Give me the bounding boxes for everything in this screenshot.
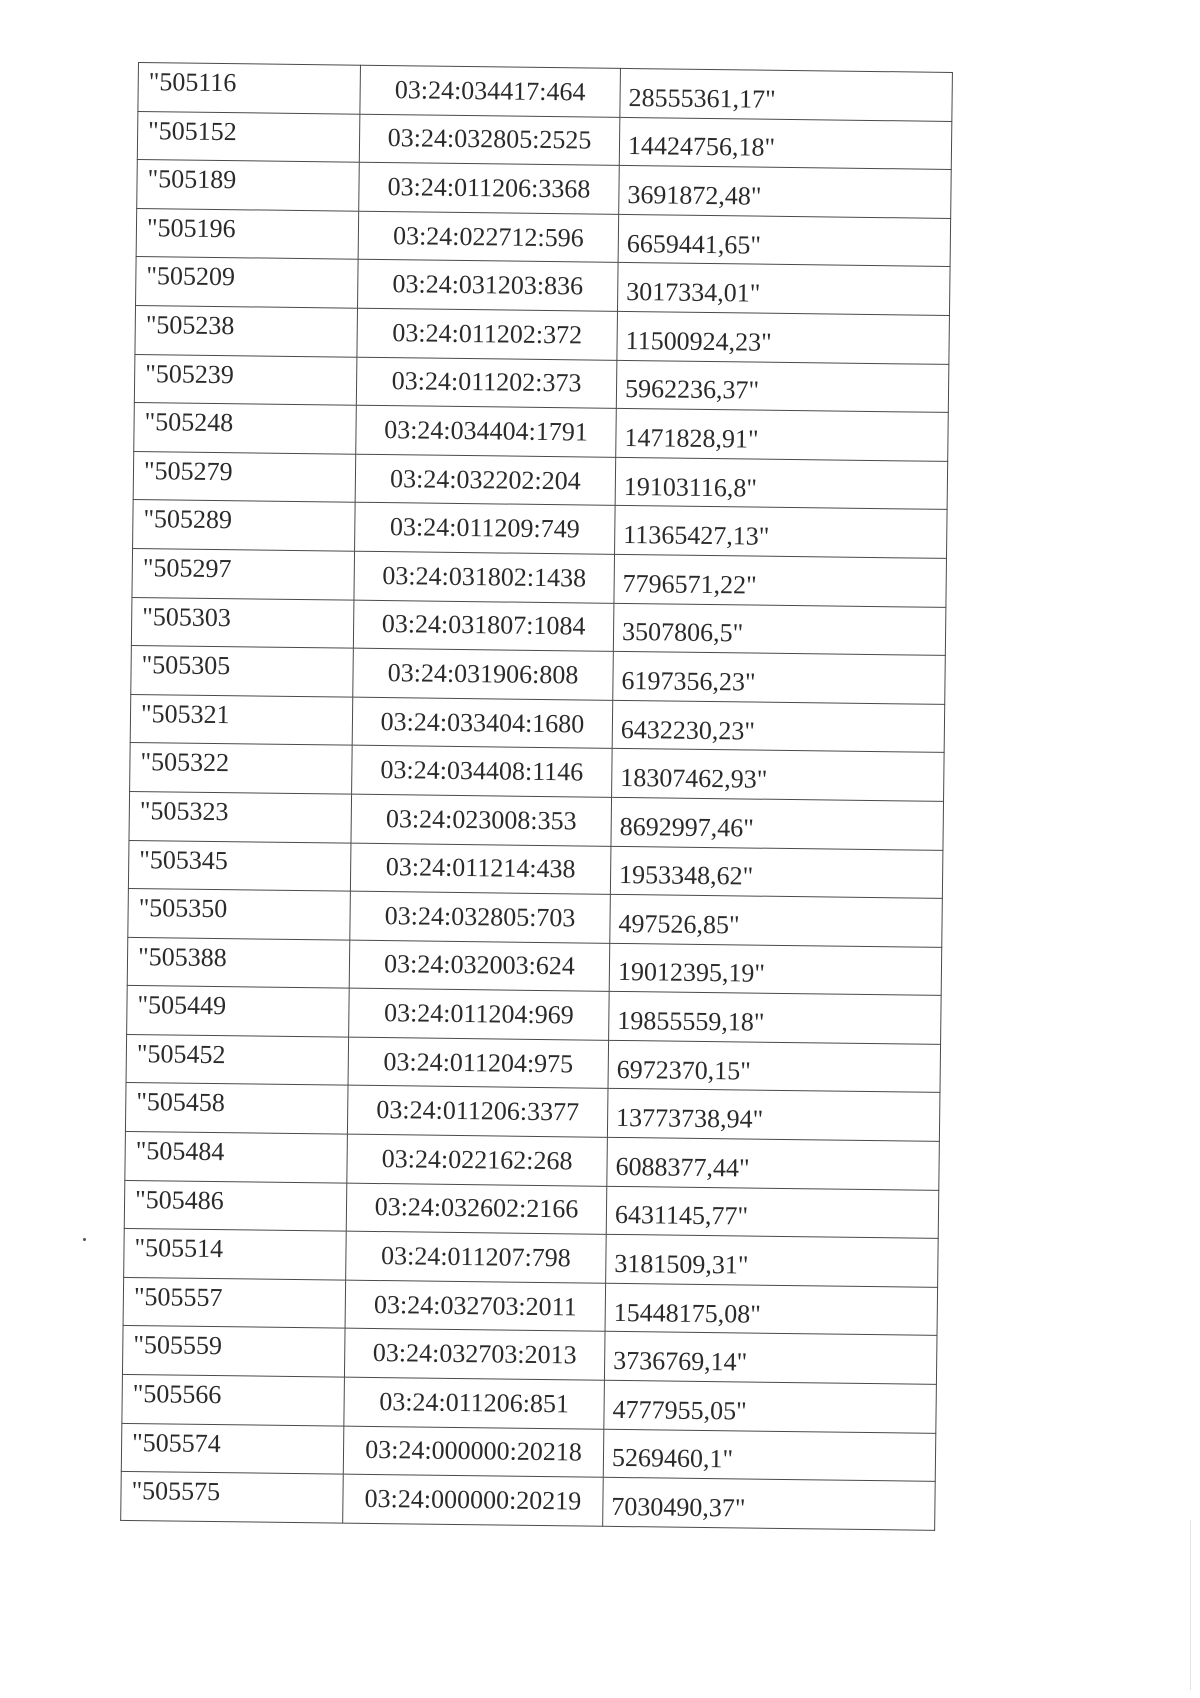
cadastral-value-cell: 6431145,77" bbox=[606, 1186, 939, 1239]
cadastral-value-cell: 5269460,1" bbox=[603, 1429, 936, 1482]
cadastral-number-cell: 03:24:031802:1438 bbox=[354, 551, 615, 603]
cadastral-number-cell: 03:24:034404:1791 bbox=[356, 405, 617, 457]
cadastral-number-cell: 03:24:011209:749 bbox=[355, 503, 616, 555]
cadastral-value-cell: 6659441,65" bbox=[618, 214, 951, 267]
object-id-cell: "505557 bbox=[123, 1277, 346, 1328]
cadastral-number-cell: 03:24:031906:808 bbox=[353, 648, 614, 700]
cadastral-number-cell: 03:24:032805:2525 bbox=[359, 114, 620, 166]
cadastral-number-cell: 03:24:023008:353 bbox=[351, 794, 612, 846]
cadastral-value-cell: 3017334,01" bbox=[617, 263, 950, 316]
cadastral-value-cell: 11365427,13" bbox=[615, 506, 948, 559]
cadastral-value-cell: 6088377,44" bbox=[607, 1137, 940, 1190]
cadastral-number-cell: 03:24:032703:2011 bbox=[345, 1280, 606, 1332]
cadastral-number-cell: 03:24:011202:372 bbox=[357, 308, 618, 360]
object-id-cell: "505116 bbox=[138, 63, 361, 114]
object-id-cell: "505321 bbox=[130, 694, 353, 745]
cadastral-number-cell: 03:24:032602:2166 bbox=[346, 1183, 607, 1235]
cadastral-value-cell: 19855559,18" bbox=[609, 992, 942, 1045]
cadastral-value-cell: 6972370,15" bbox=[608, 1040, 941, 1093]
cadastral-value-cell: 5962236,37" bbox=[616, 360, 949, 413]
object-id-cell: "505209 bbox=[136, 257, 359, 308]
object-id-cell: "505239 bbox=[134, 354, 357, 405]
object-id-cell: "505196 bbox=[136, 208, 359, 259]
cadastral-number-cell: 03:24:011204:975 bbox=[348, 1037, 609, 1089]
object-id-cell: "505566 bbox=[122, 1374, 345, 1425]
table-container bbox=[120, 62, 952, 1531]
cadastral-number-cell: 03:24:011214:438 bbox=[350, 843, 611, 895]
cadastral-number-cell: 03:24:033404:1680 bbox=[352, 697, 613, 749]
object-id-cell: "505279 bbox=[133, 451, 356, 502]
object-id-cell: "505345 bbox=[128, 840, 351, 891]
cadastral-value-cell: 19012395,19" bbox=[609, 943, 942, 996]
cadastral-number-cell: 03:24:011204:969 bbox=[349, 988, 610, 1040]
cadastral-value-table bbox=[120, 62, 953, 1531]
object-id-cell: "505575 bbox=[121, 1472, 344, 1523]
cadastral-value-cell: 3507806,5" bbox=[613, 603, 946, 656]
object-id-cell: "505297 bbox=[132, 548, 355, 599]
cadastral-value-cell: 497526,85" bbox=[610, 894, 943, 947]
cadastral-value-cell: 19103116,8" bbox=[615, 457, 948, 510]
cadastral-number-cell: 03:24:034417:464 bbox=[360, 65, 621, 117]
object-id-cell: "505238 bbox=[135, 305, 358, 356]
cadastral-number-cell: 03:24:011206:851 bbox=[344, 1377, 605, 1429]
cadastral-value-cell: 4777955,05" bbox=[604, 1380, 937, 1433]
cadastral-value-cell: 28555361,17" bbox=[620, 68, 953, 121]
cadastral-number-cell: 03:24:031807:1084 bbox=[353, 600, 614, 652]
cadastral-value-cell: 1471828,91" bbox=[616, 409, 949, 462]
cadastral-number-cell: 03:24:022712:596 bbox=[358, 211, 619, 263]
object-id-cell: "505514 bbox=[124, 1229, 347, 1280]
cadastral-number-cell: 03:24:034408:1146 bbox=[352, 745, 613, 797]
object-id-cell: "505484 bbox=[125, 1131, 348, 1182]
scan-speck bbox=[83, 1238, 86, 1241]
object-id-cell: "505486 bbox=[124, 1180, 347, 1231]
cadastral-number-cell: 03:24:000000:20218 bbox=[343, 1426, 604, 1478]
table-row bbox=[121, 1472, 936, 1531]
cadastral-value-cell: 3736769,14" bbox=[604, 1332, 937, 1385]
cadastral-number-cell: 03:24:032703:2013 bbox=[344, 1329, 605, 1381]
cadastral-number-cell: 03:24:000000:20219 bbox=[343, 1474, 604, 1526]
object-id-cell: "505388 bbox=[127, 937, 350, 988]
object-id-cell: "505248 bbox=[134, 403, 357, 454]
cadastral-value-cell: 1953348,62" bbox=[610, 846, 943, 899]
object-id-cell: "505323 bbox=[129, 791, 352, 842]
object-id-cell: "505322 bbox=[130, 743, 353, 794]
cadastral-number-cell: 03:24:032003:624 bbox=[349, 940, 610, 992]
cadastral-number-cell: 03:24:011202:373 bbox=[356, 357, 617, 409]
cadastral-number-cell: 03:24:022162:268 bbox=[347, 1134, 608, 1186]
object-id-cell: "505574 bbox=[121, 1423, 344, 1474]
object-id-cell: "505559 bbox=[122, 1326, 345, 1377]
object-id-cell: "505458 bbox=[125, 1083, 348, 1134]
cadastral-number-cell: 03:24:011207:798 bbox=[346, 1231, 607, 1283]
object-id-cell: "505189 bbox=[137, 160, 360, 211]
object-id-cell: "505303 bbox=[131, 597, 354, 648]
object-id-cell: "505452 bbox=[126, 1034, 349, 1085]
cadastral-value-cell: 8692997,46" bbox=[611, 797, 944, 850]
object-id-cell: "505305 bbox=[131, 646, 354, 697]
cadastral-value-cell: 18307462,93" bbox=[612, 749, 945, 802]
cadastral-value-cell: 3691872,48" bbox=[619, 166, 952, 219]
object-id-cell: "505449 bbox=[127, 986, 350, 1037]
cadastral-number-cell: 03:24:011206:3377 bbox=[347, 1086, 608, 1138]
cadastral-value-cell: 7796571,22" bbox=[614, 554, 947, 607]
cadastral-value-cell: 6432230,23" bbox=[612, 700, 945, 753]
cadastral-value-cell: 7030490,37" bbox=[603, 1478, 936, 1531]
cadastral-value-cell: 3181509,31" bbox=[606, 1235, 939, 1288]
object-id-cell: "505289 bbox=[133, 500, 356, 551]
cadastral-value-cell: 14424756,18" bbox=[619, 117, 952, 170]
cadastral-value-cell: 15448175,08" bbox=[605, 1283, 938, 1336]
cadastral-number-cell: 03:24:031203:836 bbox=[358, 260, 619, 312]
cadastral-number-cell: 03:24:032202:204 bbox=[355, 454, 616, 506]
table-body bbox=[121, 63, 953, 1531]
cadastral-value-cell: 11500924,23" bbox=[617, 311, 950, 364]
cadastral-value-cell: 13773738,94" bbox=[607, 1089, 940, 1142]
cadastral-number-cell: 03:24:011206:3368 bbox=[359, 162, 620, 214]
object-id-cell: "505152 bbox=[137, 111, 360, 162]
cadastral-value-cell: 6197356,23" bbox=[613, 651, 946, 704]
object-id-cell: "505350 bbox=[128, 889, 351, 940]
cadastral-number-cell: 03:24:032805:703 bbox=[350, 891, 611, 943]
scan-edge-mark bbox=[1190, 1520, 1191, 1690]
